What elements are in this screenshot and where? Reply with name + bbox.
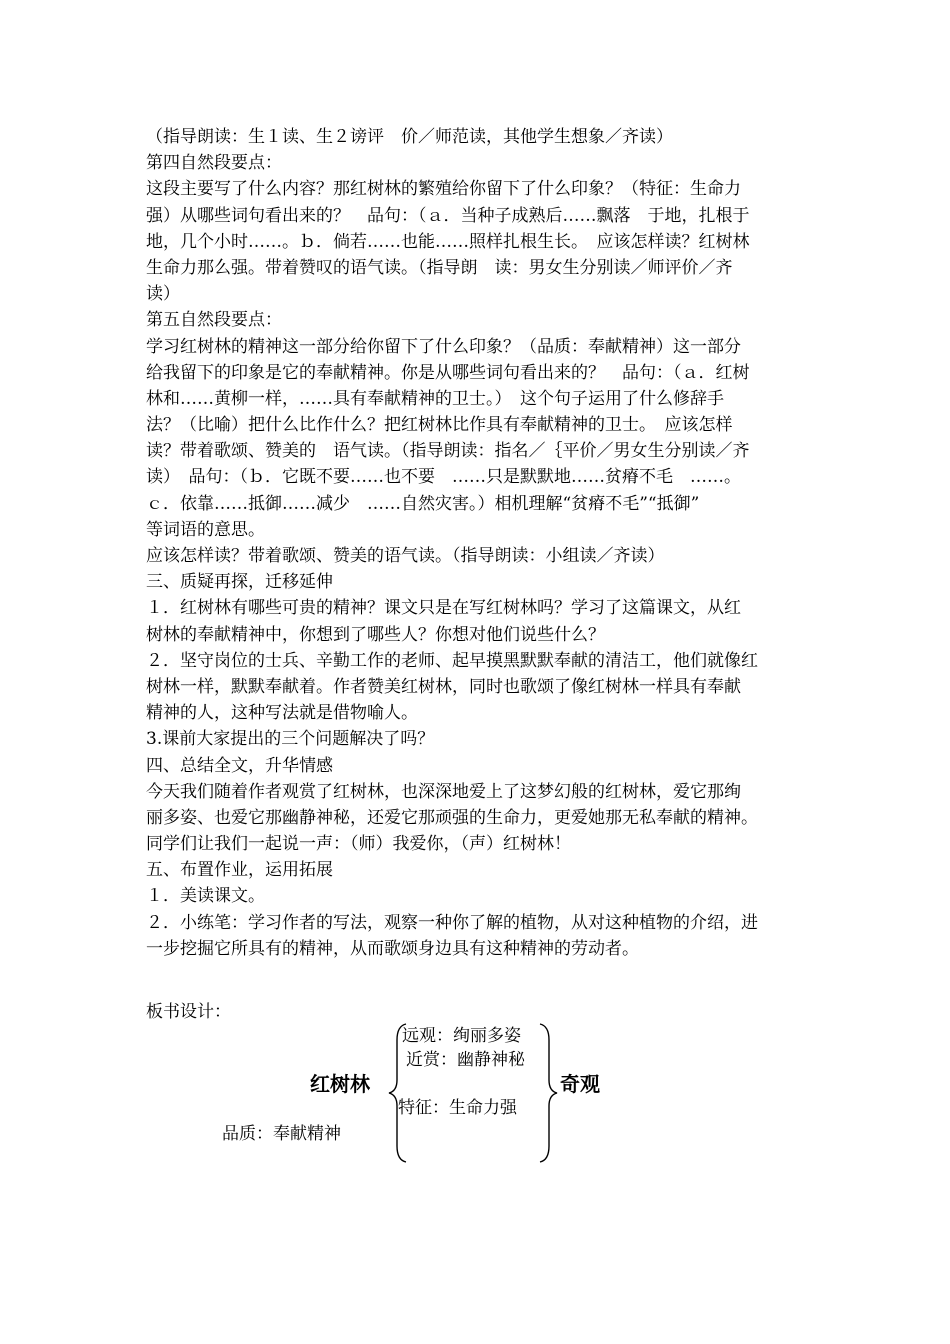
text-line: 三、质疑再探，迁移延伸 [146,572,333,593]
text-line: １．美读课文。 [146,886,265,907]
text-line: 精神的人，这种写法就是借物喻人。 [146,703,418,724]
text-line: 第四自然段要点： [146,153,282,174]
text-line: 第五自然段要点： [146,310,282,331]
board-design-label: 板书设计： [146,1002,231,1022]
text-line: （指导朗读：生１读、生２谤评 价／师范读，其他学生想象／齐读） [146,127,673,147]
text-line: 树林一样，默默奉献着。作者赞美红树林，同时也歌颂了像红树林一样具有奉献 [146,676,741,697]
text-line: 树林的奉献精神中，你想到了哪些人？你想对他们说些什么？ [146,624,605,645]
text-line: 读？带着歌颂、赞美的 语气读。（指导朗读：指名／｛平价／男女生分别读／齐 [146,441,750,462]
text-line: 给我留下的印象是它的奉献精神。你是从哪些词句看出来的？ 品句：（ａ．红树 [146,362,750,383]
text-line: 等词语的意思。 [146,519,265,540]
text-line: 读） 品句：（ｂ．它既不要……也不要 ……只是默默地……贫瘠不毛 ……。 [146,467,741,488]
text-line: 这段主要写了什么内容？那红树林的繁殖给你留下了什么印象？（特征：生命力 [146,179,741,200]
text-line: １．红树林有哪些可贵的精神？课文只是在写红树林吗？学习了这篇课文，从红 [146,598,741,619]
board-item-feature: 特征：生命力强 [398,1098,517,1118]
text-line: 3.课前大家提出的三个问题解决了吗？ [146,729,435,750]
text-line: 同学们让我们一起说一声：（师）我爱你，（声）红树林！ [146,834,571,855]
text-line: 学习红树林的精神这一部分给你留下了什么印象？（品质：奉献精神）这一部分 [146,336,741,357]
text-line: ２．坚守岗位的士兵、辛勤工作的老师、起早摸黑默默奉献的清洁工，他们就像红 [146,650,758,671]
text-line: 生命力那么强。带着赞叹的语气读。（指导朗 读：男女生分别读／师评价／齐 [146,257,733,278]
board-item-far-view: 远观：绚丽多姿 [402,1026,521,1046]
board-item-near-view: 近赏：幽静神秘 [406,1050,525,1070]
text-line: 五、布置作业，运用拓展 [146,860,333,881]
text-line: 今天我们随着作者观赏了红树林，也深深地爱上了这梦幻般的红树林，爱它那绚 [146,781,741,802]
text-line: 法？（比喻）把什么比作什么？把红树林比作具有奉献精神的卫士。 应该怎样 [146,415,733,436]
text-line: 读） [146,284,180,305]
text-line: 地，几个小时……。ｂ．倘若……也能……照样扎根生长。 应该怎样读？红树林 [146,231,750,252]
board-item-quality: 品质：奉献精神 [222,1124,341,1144]
text-line: 丽多姿、也爱它那幽静神秘，还爱它那顽强的生命力，更爱她那无私奉献的精神。 [146,807,758,828]
text-line: 强）从哪些词句看出来的？ 品句：（ａ．当种子成熟后……飘落 于地，扎根于 [146,205,750,226]
text-line: 一步挖掘它所具有的精神，从而歌颂身边具有这种精神的劳动者。 [146,938,639,959]
text-line: ２．小练笔：学习作者的写法，观察一种你了解的植物，从对这种植物的介绍，进 [146,912,758,933]
text-line: 四、总结全文，升华情感 [146,755,333,776]
text-line: 林和……黄柳一样，……具有奉献精神的卫士。） 这个句子运用了什么修辞手 [146,388,724,409]
board-title: 红树林 [310,1072,370,1096]
board-result: 奇观 [560,1072,600,1096]
text-line: ｃ．依靠……抵御……减少 ……自然灾害。）相机理解“贫瘠不毛”“抵御” [146,493,700,514]
right-brace [536,1022,560,1164]
lesson-text [146,124,816,962]
text-line: 应该怎样读？带着歌颂、赞美的语气读。（指导朗读：小组读／齐读） [146,546,665,566]
